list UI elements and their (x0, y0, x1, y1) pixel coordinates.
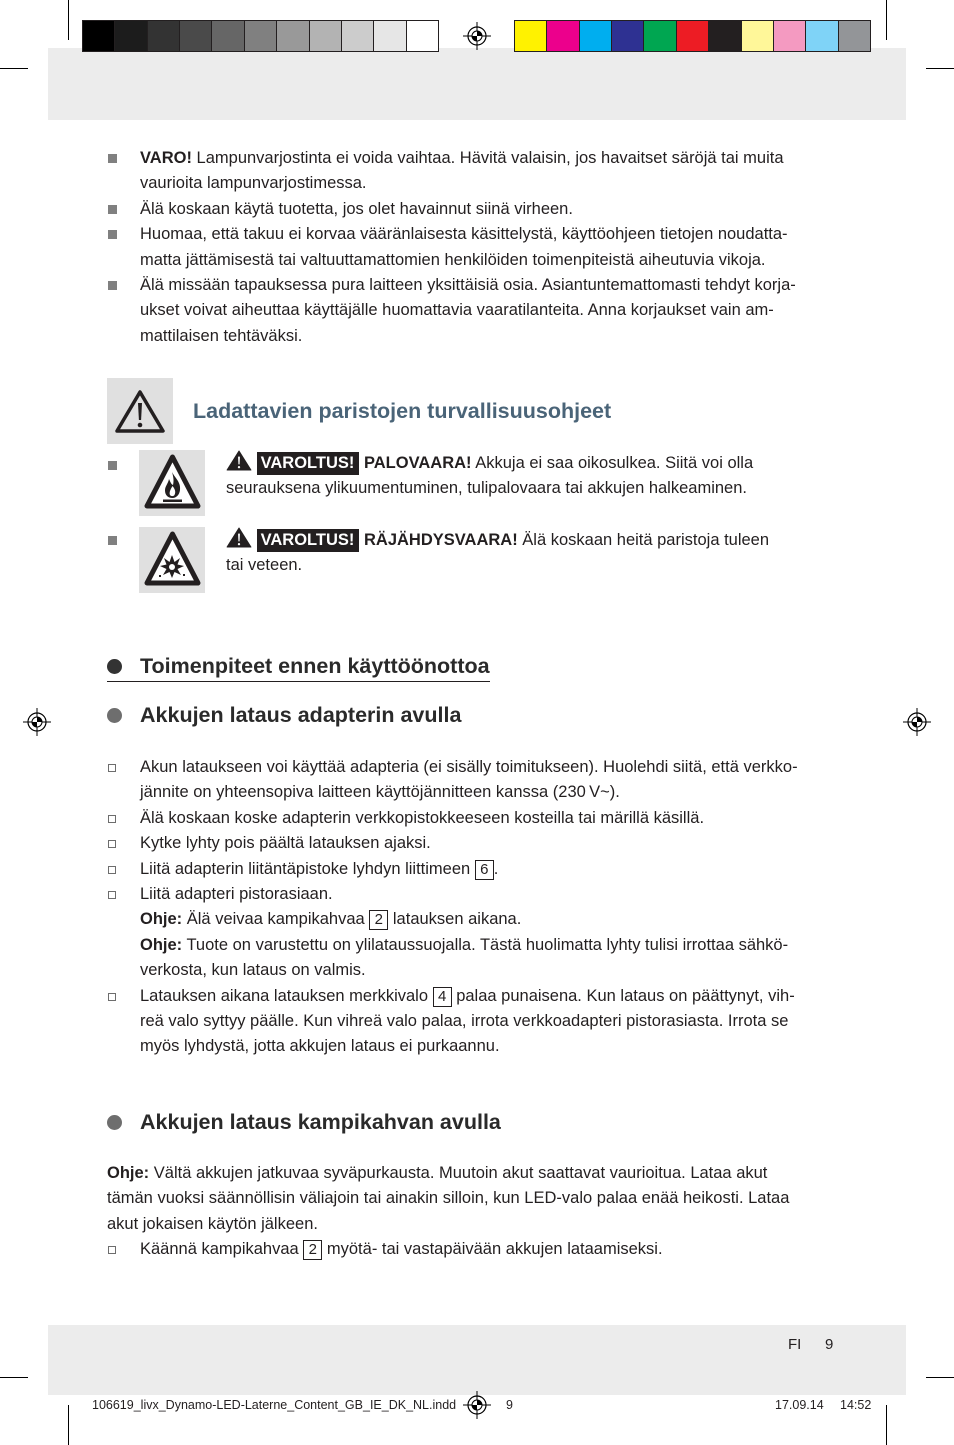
warning-line (226, 450, 753, 476)
explosion-hazard-icon (139, 527, 205, 593)
color-swatch (742, 21, 774, 51)
color-swatch (547, 21, 579, 51)
warning-label: VARO! (140, 149, 192, 167)
note-label: Ohje: (107, 1164, 150, 1182)
line-text: Älä koskaan heitä paristoja tuleen (522, 531, 770, 549)
registration-mark-icon (23, 708, 51, 736)
heading-bullet (107, 708, 122, 723)
color-swatch (774, 21, 806, 51)
note-label: Ohje: (140, 935, 183, 954)
note-line: verkosta, kun lataus on valmis. (140, 961, 366, 980)
step-line: Akun lataukseen voi käyttää adapteria (ei sisälly toimitukseen). Huolehdi siitä, että verkko- (140, 758, 798, 776)
slug-page: 9 (506, 1398, 513, 1412)
color-swatch (515, 21, 547, 51)
step-line: Älä koskaan koske adapterin verkkopistokkeeseen kosteilla tai märillä käsillä. (140, 808, 705, 827)
line-text: . (493, 859, 499, 878)
heading-text: Akkujen lataus kampikahvan avulla (140, 1110, 501, 1134)
color-swatch (580, 21, 612, 51)
gray-swatch (277, 21, 309, 51)
color-swatch (677, 21, 709, 51)
gray-swatch (83, 21, 115, 51)
checkbox-bullet (108, 815, 116, 823)
list-bullet (108, 230, 117, 239)
registration-mark-icon (903, 708, 931, 736)
step-item (140, 984, 798, 1060)
list-item (140, 222, 796, 273)
crop-mark (886, 1405, 887, 1445)
list-line: Älä koskaan käytä tuotetta, jos olet havainnut siinä virheen. (140, 199, 573, 218)
note-line: akut jokaisen käytön jälkeen. (107, 1214, 318, 1233)
line-text: Latauksen aikana latauksen merkkivalo (140, 986, 429, 1005)
language-code: FI (788, 1336, 802, 1353)
registration-mark-icon (463, 1391, 491, 1419)
footer-band (48, 1325, 906, 1395)
gray-swatch (374, 21, 406, 51)
step-item (140, 857, 798, 882)
heading-bullet (107, 659, 122, 674)
gray-swatch (342, 21, 374, 51)
varoltus-badge: VAROLTUS! (257, 529, 360, 552)
adapter-charging-steps (140, 755, 798, 1060)
step-line (140, 857, 798, 882)
checkbox-bullet (108, 840, 116, 848)
checkbox-bullet (108, 891, 116, 899)
note-label: Ohje: (140, 910, 183, 929)
warning-line (226, 527, 769, 553)
line-text: myötä- tai vastapäivään akkujen lataamiseksi. (326, 1240, 663, 1259)
warning-line: seurauksena ylikuumentuminen, tulipalovaara tai akkujen halkeaminen. (226, 479, 747, 498)
step-item (140, 806, 798, 831)
list-line: vaurioita lampunvarjostimessa. (140, 174, 367, 193)
crop-mark (926, 68, 954, 69)
hazard-label: RÄJÄHDYSVAARA! (363, 531, 518, 549)
crop-mark (68, 1405, 69, 1445)
line-text: Lampunvarjostinta ei voida vaihtaa. Hävitä valaisin, jos havaitset säröjä tai muita (196, 149, 784, 167)
varoltus-badge: VAROLTUS! (257, 452, 360, 475)
list-bullet (108, 461, 117, 470)
heading-text: Akkujen lataus adapterin avulla (140, 703, 462, 727)
heading-bullet (107, 1115, 122, 1130)
hazard-label: PALOVAARA! (363, 454, 472, 472)
crop-mark (0, 68, 28, 69)
gray-swatch (212, 21, 244, 51)
slug-date: 17.09.14 (775, 1398, 824, 1412)
section-heading-adapter-charging (107, 700, 461, 731)
list-line: Älä missään tapauksessa pura laitteen yksittäisiä osia. Asiantuntemattomasti tehdyt korja- (140, 276, 796, 295)
warning-triangle-icon (107, 378, 173, 444)
note-item (140, 907, 798, 932)
step-line (140, 984, 798, 1009)
step-item (140, 755, 798, 806)
page-number: 9 (825, 1336, 834, 1353)
list-bullet (108, 536, 117, 545)
safety-warnings-list (140, 146, 796, 349)
part-reference: 2 (303, 1240, 322, 1260)
list-bullet (108, 281, 117, 290)
crop-mark (68, 0, 69, 40)
step-item (140, 831, 798, 856)
registration-mark-icon (463, 22, 491, 50)
note-line (140, 933, 798, 958)
note-line (140, 907, 798, 932)
line-text: Älä veivaa kampikahvaa (186, 910, 365, 929)
battery-warning-explosion (226, 527, 769, 579)
color-swatch (806, 21, 838, 51)
section-heading-battery-safety: Ladattavien paristojen turvallisuusohjeet (193, 399, 612, 423)
gray-swatch (407, 21, 438, 51)
step-line: Kytke lyhty pois päältä latauksen ajaksi. (140, 834, 431, 853)
list-line: Huomaa, että takuu ei korvaa vääränlaisesta käsittelystä, käyttöohjeen tietojen noudatta- (140, 225, 788, 244)
color-swatch (709, 21, 741, 51)
gray-swatch (115, 21, 147, 51)
step-line: jännite on yhteensopiva laitteen käyttöjännitteen kanssa (230 V~). (140, 783, 620, 802)
line-text: Vältä akkujen jatkuvaa syväpurkausta. Muutoin akut saattavat vaurioitua. Lataa akut (153, 1164, 768, 1182)
part-reference: 6 (475, 860, 494, 880)
checkbox-bullet (108, 1246, 116, 1254)
heading-text: Toimenpiteet ennen käyttöönottoa (140, 653, 490, 678)
crop-mark (0, 1377, 28, 1378)
list-item (140, 146, 796, 197)
part-reference: 2 (369, 910, 388, 930)
list-line: mattilaisen tehtäväksi. (140, 326, 303, 345)
step-line: Liitä adapteri pistorasiaan. (140, 885, 333, 904)
list-line: matta jättämisestä tai valtuuttamattomien henkilöiden toimenpiteistä aiheutuvia vikoja. (140, 250, 766, 269)
crop-mark (886, 0, 887, 40)
grayscale-bar (82, 20, 439, 52)
crank-charging-content (107, 1161, 789, 1263)
warning-sign-icon (226, 527, 252, 548)
crop-mark (926, 1377, 954, 1378)
gray-swatch (180, 21, 212, 51)
step-item (107, 1237, 789, 1262)
list-bullet (108, 205, 117, 214)
checkbox-bullet (108, 866, 116, 874)
step-line: reä valo syttyy päälle. Kun vihreä valo palaa, irrota verkkoadapteri pistorasiasta. Irrota se (140, 1012, 789, 1031)
step-line: myös lyhdystä, jotta akkujen lataus ei purkaannu. (140, 1037, 500, 1056)
color-swatch (612, 21, 644, 51)
line-text: Akkuja ei saa oikosulkea. Siitä voi olla (475, 454, 754, 472)
warning-sign-icon (226, 450, 252, 471)
list-item (140, 197, 796, 222)
fire-hazard-icon (139, 450, 205, 516)
slug-filename: 106619_livx_Dynamo-LED-Laterne_Content_GB_IE_DK_NL.indd (92, 1398, 457, 1412)
note-item (140, 933, 798, 984)
checkbox-bullet (108, 764, 116, 772)
warning-line: tai veteen. (226, 556, 303, 575)
list-bullet (108, 154, 117, 163)
color-swatch (644, 21, 676, 51)
list-line: ukset voivat aiheuttaa käyttäjälle huomattavia vaaratilanteita. Anna korjaukset vain am- (140, 301, 774, 320)
checkbox-bullet (108, 993, 116, 1001)
battery-warning-fire (226, 450, 753, 502)
color-swatch (839, 21, 870, 51)
line-text: Liitä adapterin liitäntäpistoke lyhdyn liittimeen (140, 859, 471, 878)
line-text: Käännä kampikahvaa (140, 1240, 299, 1259)
part-reference: 4 (433, 987, 452, 1007)
note-line: tämän vuoksi säännöllisin väliajoin tai ainakin silloin, kun LED-valo palaa enää heikosti. Lataa (107, 1189, 790, 1208)
step-line (140, 1237, 789, 1262)
section-heading-crank-charging (107, 1107, 501, 1138)
section-heading-preparation (107, 651, 490, 682)
gray-swatch (310, 21, 342, 51)
gray-swatch (148, 21, 180, 51)
list-item (140, 273, 796, 349)
line-text: Tuote on varustettu on ylilataussuojalla. Tästä huolimatta lyhty tulisi irrottaa sähkö- (186, 935, 789, 954)
note-item (107, 1161, 789, 1237)
slug-time: 14:52 (840, 1398, 872, 1412)
step-item (140, 882, 798, 907)
header-band (48, 48, 906, 120)
note-line (107, 1161, 789, 1186)
list-line (140, 146, 796, 171)
gray-swatch (245, 21, 277, 51)
color-bar (514, 20, 871, 52)
line-text: latauksen aikana. (392, 910, 522, 929)
line-text: palaa punaisena. Kun lataus on päättynyt, vih- (456, 986, 795, 1005)
